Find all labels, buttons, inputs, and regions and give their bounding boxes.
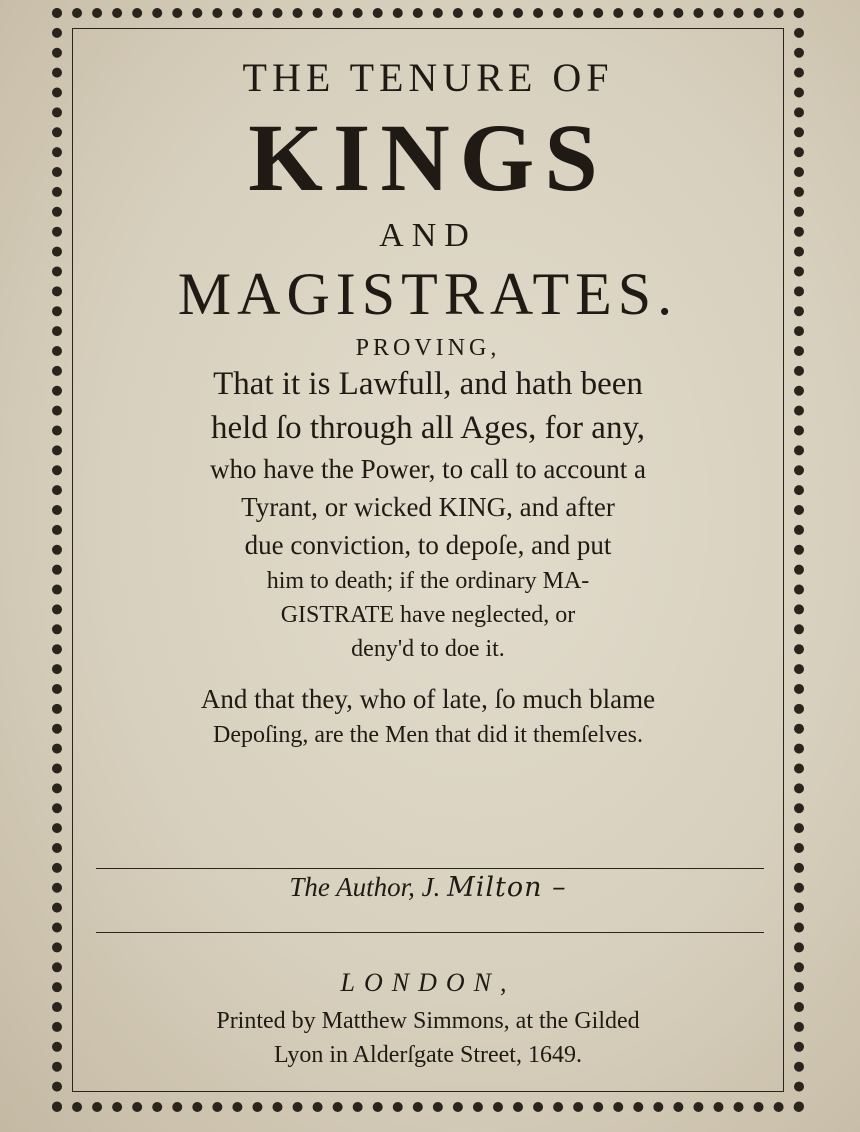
- author-line: [80, 872, 776, 903]
- body-line-8: deny'd to doe it.: [351, 636, 505, 662]
- author-label: The Author, J.: [289, 872, 441, 902]
- title-line-and: AND: [379, 217, 477, 254]
- imprint-line-1: Printed by Matthew Simmons, at the Gilded: [216, 1008, 640, 1034]
- imprint-city: LONDON,: [340, 968, 516, 997]
- paragraph-2-line-1: And that they, who of late, ſo much blame: [200, 684, 656, 714]
- imprint-line-2: Lyon in Alderſgate Street, 1649.: [274, 1042, 582, 1068]
- rule-bottom: [96, 932, 764, 933]
- body-line-5: due conviction, to depoſe, and put: [244, 530, 612, 560]
- body-line-4: Tyrant, or wicked KING, and after: [241, 492, 615, 522]
- body-line-3: who have the Power, to call to account a: [209, 454, 647, 484]
- title-line-proving: PROVING,: [355, 335, 501, 361]
- title-line-1: THE TENURE OF: [242, 55, 614, 100]
- title-block: [80, 40, 776, 752]
- body-line-1: That it is Lawfull, and hath been: [213, 366, 643, 402]
- paragraph-2-line-2: Depoſing, are the Men that did it themſelves.: [213, 722, 643, 748]
- body-line-7: GISTRATE have neglected, or: [280, 602, 576, 628]
- body-line-2: held ſo through all Ages, for any,: [210, 410, 646, 446]
- body-line-6: him to death; if the ordinary MA-: [266, 568, 590, 594]
- handwritten-signature: Milton –: [447, 872, 567, 903]
- title-line-magistrates: MAGISTRATES.: [177, 261, 679, 327]
- title-line-kings: KINGS: [248, 104, 608, 211]
- imprint: [80, 968, 776, 1072]
- rule-top: [96, 868, 764, 869]
